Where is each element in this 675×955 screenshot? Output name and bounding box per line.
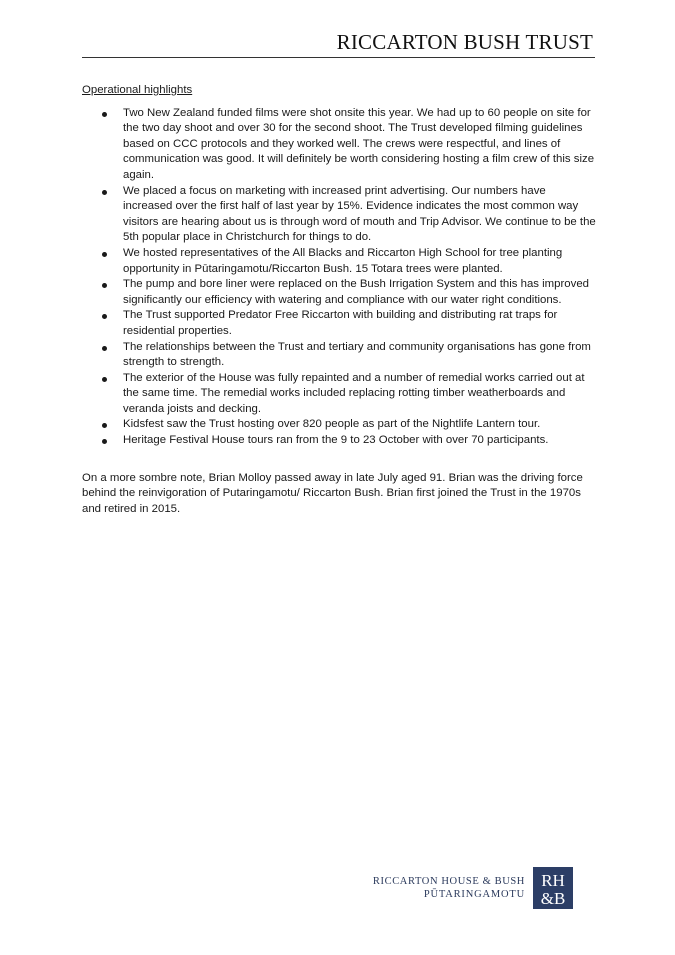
list-item <box>123 308 597 339</box>
list-item-text: The pump and bore liner were replaced on the Bush Irrigation System and this has improved significantly our efficiency with watering and compliance with our water right conditions. <box>123 278 590 306</box>
list-item-text: Kidsfest saw the Trust hosting over 820 people as part of the Nightlife Lantern tour. <box>123 418 541 431</box>
list-item-text: The relationships between the Trust and tertiary and community organisations has gone from strength to strength. <box>123 340 591 369</box>
bullet-icon <box>102 190 107 195</box>
svg-text:RH: RH <box>541 871 565 890</box>
footer-line-1: RICCARTON HOUSE & BUSH <box>372 876 525 887</box>
list-item-text: The Trust supported Predator Free Riccarton with building and distributing rat traps for residential properties. <box>123 309 558 337</box>
bullet-icon <box>102 377 107 382</box>
document-body <box>82 83 597 529</box>
highlights-list <box>82 106 597 449</box>
closing-paragraph: On a more sombre note, Brian Molloy passed away in late July aged 91. Brian was the driving force behind the reinvigoration of Putaringamotu/ Riccarton Bush. Brian first joined the Trust in the 1970s and retired in 2015. <box>82 471 583 515</box>
list-item <box>123 246 597 277</box>
list-item <box>123 417 597 433</box>
bullet-icon <box>102 439 107 444</box>
list-item <box>123 340 597 371</box>
list-item-text: Two New Zealand funded films were shot onsite this year. We had up to 60 people on site for the two day shoot and over 30 for the second shoot. The Trust developed filming guidelines based on CCC protocols and they worked well. The crews were respectful, and lines of communication was good. It will definitely be worth considering hosting a film crew of this size again. <box>123 106 595 181</box>
bullet-icon <box>102 112 107 117</box>
footer-logo <box>373 867 573 909</box>
bullet-icon <box>102 423 107 428</box>
bullet-icon <box>102 346 107 351</box>
list-item <box>123 371 597 418</box>
header-divider <box>82 57 595 58</box>
bullet-icon <box>102 283 107 288</box>
document-header-title: RICCARTON BUSH TRUST <box>336 30 593 54</box>
section-heading: Operational highlights <box>82 84 193 96</box>
list-item <box>123 433 597 449</box>
bullet-icon <box>102 252 107 257</box>
footer-line-2: PŪTARINGAMOTU <box>423 889 525 900</box>
svg-text:&B: &B <box>540 889 566 908</box>
list-item-text: We placed a focus on marketing with increased print advertising. Our numbers have increased over the first half of last year by 15%. Evidence indicates the most common way visitors are hearing about us is through word of mouth and Trip Advisor. We continue to be the 5th popular place in Christchurch for things to do. <box>123 184 596 244</box>
list-item-text: We hosted representatives of the All Blacks and Riccarton High School for tree planting opportunity in Pūtaringamotu/Riccarton Bush. 15 Totara trees were planted. <box>123 246 563 275</box>
monogram-logo-icon <box>533 867 573 909</box>
footer-wordmark <box>373 875 525 901</box>
list-item-text: The exterior of the House was fully repainted and a number of remedial works carried out at the same time. The remedial works included replacing rotting timber weatherboards and veranda joists and decking. <box>123 371 585 415</box>
list-item <box>123 106 597 184</box>
bullet-icon <box>102 314 107 319</box>
list-item <box>123 184 597 246</box>
list-item <box>123 277 597 308</box>
list-item-text: Heritage Festival House tours ran from the 9 to 23 October with over 70 participants. <box>123 434 549 447</box>
